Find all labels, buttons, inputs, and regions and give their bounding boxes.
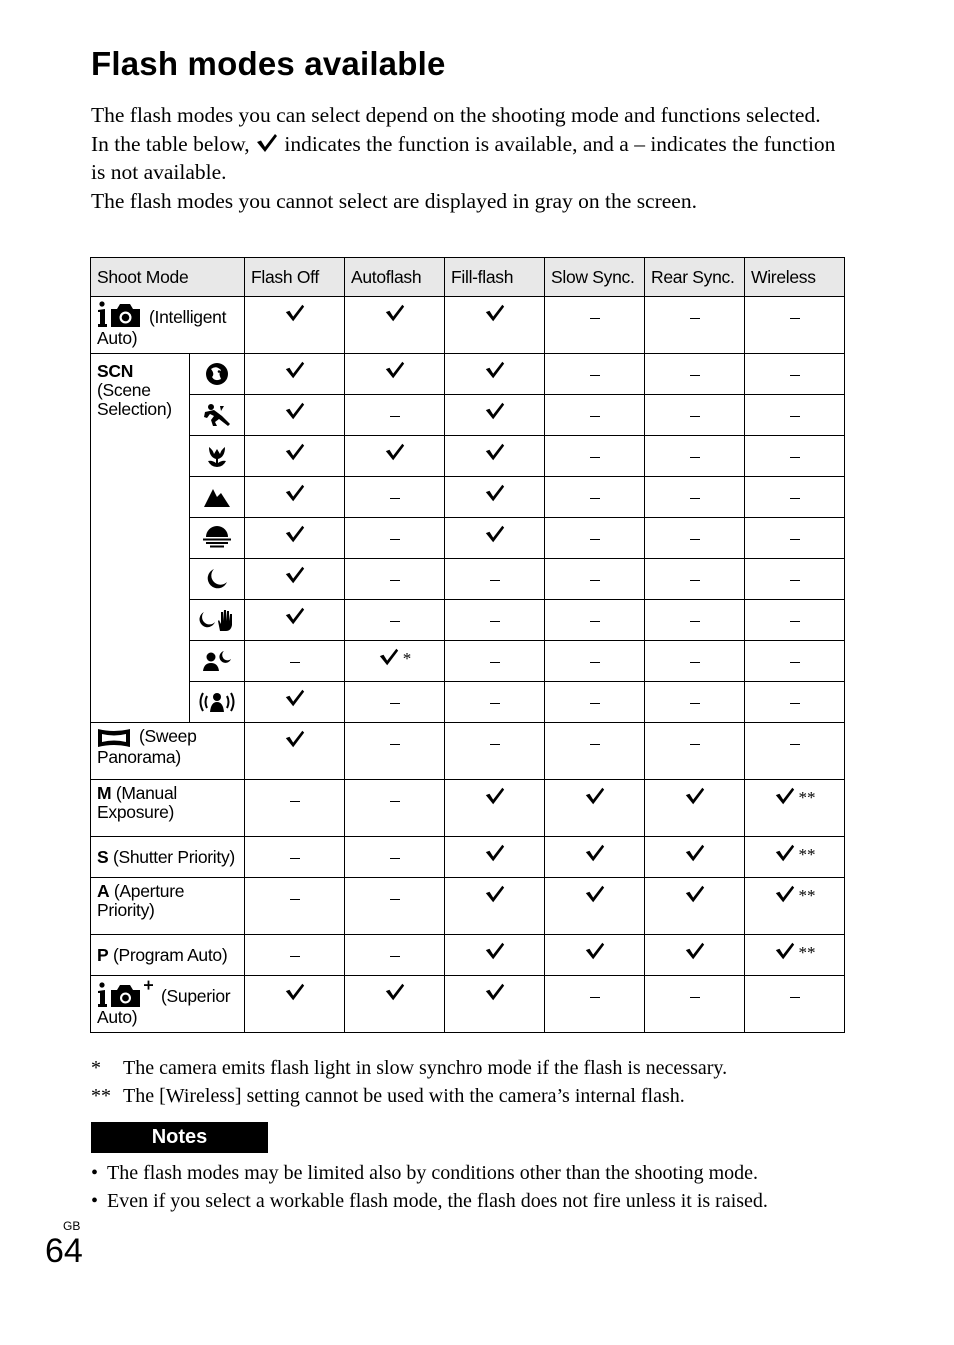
dash-icon [590,703,600,705]
check-icon [484,303,506,323]
check-icon [774,843,796,863]
dash-icon [390,744,400,746]
header-shoot-mode: Shoot Mode [91,258,245,297]
dash-icon [590,580,600,582]
table-cell [745,723,845,780]
dash-icon [790,498,800,500]
table-cell [745,518,845,559]
dash-icon [590,621,600,623]
check-icon [484,941,506,961]
table-cell [245,559,345,600]
sunset-icon [201,526,233,550]
dash-icon [390,498,400,500]
check-icon [384,303,406,323]
dash-icon [390,580,400,582]
table-cell [345,976,445,1033]
check-icon [484,401,506,421]
check-icon [484,483,506,503]
table-cell [445,878,545,935]
table-cell [645,559,745,600]
table-cell [645,436,745,477]
table-cell [645,600,745,641]
check-icon [284,565,306,585]
dash-icon [690,703,700,705]
superior-auto-icon [97,980,153,1008]
table-cell [545,436,645,477]
check-icon [684,786,706,806]
table-row [91,837,845,878]
check-icon [255,133,279,153]
check-icon [384,360,406,380]
night-portrait-icon [201,649,233,673]
table-cell [645,976,745,1033]
dash-icon [790,580,800,582]
check-icon [684,843,706,863]
footnote-mark: ** [798,845,816,864]
table-cell [345,477,445,518]
intro-paragraph-1: The flash modes you can select depend on the shooting mode and functions selected. [91,103,821,127]
table-cell [245,354,345,395]
table-row [91,723,845,780]
footnote-mark: ** [798,943,816,962]
header-slow-sync: Slow Sync. [545,258,645,297]
dash-icon [690,416,700,418]
list-item [91,1187,871,1215]
check-icon [484,442,506,462]
dash-icon [790,621,800,623]
table-cell [745,354,845,395]
sports-action-icon [202,403,232,427]
footnote-mark: * [91,1057,101,1079]
mode-label: (Shutter Priority) [112,846,235,867]
hand-held-twilight-icon [198,607,236,633]
table-cell [745,935,845,976]
dash-icon [790,539,800,541]
table-cell [445,477,545,518]
dash-icon [690,457,700,459]
mode-shutter-priority [91,837,245,878]
dash-icon [690,997,700,999]
check-icon [384,982,406,1002]
dash-icon [390,858,400,860]
check-icon [284,401,306,421]
note-text: Even if you select a workable flash mode, the flash does not fire unless it is raised. [107,1190,768,1212]
table-row [91,878,845,935]
table-row [91,976,845,1033]
table-cell [345,641,445,682]
dash-icon [790,997,800,999]
table-cell [745,297,845,354]
check-icon [484,786,506,806]
dash-icon [390,621,400,623]
table-cell [445,297,545,354]
table-row [91,641,845,682]
table-cell [545,559,645,600]
table-cell [445,641,545,682]
dash-icon [590,662,600,664]
check-icon [584,941,606,961]
dash-icon [790,416,800,418]
note-text: The flash modes may be limited also by conditions other than the shooting mode. [107,1162,758,1184]
scene-icon-cell [190,682,245,723]
scn-abbreviation: SCN [97,361,134,381]
intro-paragraph-2 [91,130,851,187]
intro-paragraph-3: The flash modes you cannot select are displayed in gray on the screen. [91,189,697,214]
table-cell [245,436,345,477]
mode-program-auto [91,935,245,976]
dash-icon [390,899,400,901]
table-cell [445,518,545,559]
table-cell [645,395,745,436]
scene-icon-cell [190,641,245,682]
table-cell [345,436,445,477]
dash-icon [690,318,700,320]
table-cell [445,600,545,641]
dash-icon [590,498,600,500]
check-icon [684,884,706,904]
check-icon [584,843,606,863]
scene-icon-cell [190,395,245,436]
table-row [91,436,845,477]
table-cell [245,878,345,935]
dash-icon [790,662,800,664]
header-autoflash: Autoflash [345,258,445,297]
table-row [91,780,845,837]
dash-icon [690,621,700,623]
table-cell [745,837,845,878]
table-cell [545,976,645,1033]
dash-icon [690,580,700,582]
check-icon [284,729,306,749]
dash-icon [690,375,700,377]
dash-icon [390,539,400,541]
footnote-mark: * [402,649,412,668]
check-icon [774,941,796,961]
footnote [91,1055,871,1083]
check-icon [774,884,796,904]
table-cell [245,780,345,837]
dash-icon [490,580,500,582]
table-cell [245,723,345,780]
table-cell [745,477,845,518]
sweep-panorama-icon [97,728,131,748]
mode-intelligent-auto [91,297,245,354]
intro-paragraph-2-start: In the table below, [91,131,250,156]
table-cell [445,354,545,395]
table-cell [445,395,545,436]
page-number: 64 [45,1232,83,1270]
table-cell [245,837,345,878]
table-header-row [91,258,845,297]
table-row [91,518,845,559]
check-icon [584,786,606,806]
table-cell [545,477,645,518]
dash-icon [290,801,300,803]
intro-text [91,101,851,216]
table-cell [745,641,845,682]
mode-label: (Superior Auto) [97,986,231,1027]
check-icon [484,884,506,904]
table-cell [745,780,845,837]
table-cell [645,477,745,518]
table-cell [345,559,445,600]
table-cell [745,600,845,641]
dash-icon [390,801,400,803]
check-icon [284,483,306,503]
table-cell [445,559,545,600]
mode-letter: S [97,846,109,867]
dash-icon [590,375,600,377]
table-row [91,600,845,641]
table-cell [645,682,745,723]
table-cell [345,935,445,976]
dash-icon [690,662,700,664]
table-cell [745,436,845,477]
table-cell [345,395,445,436]
mode-label: (Sweep Panorama) [97,726,197,767]
mode-label: (Aperture Priority) [97,881,185,920]
check-icon [774,786,796,806]
check-icon [484,360,506,380]
table-cell [345,518,445,559]
table-cell [645,935,745,976]
table-row [91,559,845,600]
header-rear-sync: Rear Sync. [645,258,745,297]
check-icon [284,442,306,462]
night-scene-icon [205,567,229,591]
scene-icon-cell [190,477,245,518]
table-row [91,354,845,395]
table-cell [545,354,645,395]
scene-icon-cell [190,600,245,641]
table-cell [445,780,545,837]
table-cell [545,723,645,780]
table-cell [245,395,345,436]
bullet-icon: • [91,1162,99,1184]
notes-heading: Notes [91,1122,268,1153]
dash-icon [690,498,700,500]
scene-icon-cell [190,559,245,600]
dash-icon [590,457,600,459]
footnote-mark: ** [91,1084,111,1107]
table-cell [545,878,645,935]
check-icon [484,524,506,544]
mode-letter: A [97,881,110,901]
table-cell [245,518,345,559]
table-row [91,477,845,518]
mode-superior-auto [91,976,245,1033]
table-row [91,395,845,436]
table-cell [345,780,445,837]
check-icon [284,688,306,708]
check-icon [484,982,506,1002]
mode-aperture-priority [91,878,245,935]
check-icon [284,982,306,1002]
dash-icon [590,318,600,320]
table-cell [745,559,845,600]
mode-label: (Manual Exposure) [97,783,177,822]
scene-icon-cell [190,518,245,559]
table-cell [545,297,645,354]
mode-letter: M [97,783,112,803]
footnote [91,1083,871,1111]
page-region-label: GB [63,1219,81,1233]
mode-scene-selection [91,354,190,723]
table-cell [345,837,445,878]
scene-icon-cell [190,354,245,395]
footnote-text: The camera emits flash light in slow synchro mode if the flash is necessary. [123,1057,728,1079]
notes-list [91,1159,871,1215]
dash-icon [790,318,800,320]
table-cell [545,682,645,723]
mode-manual-exposure [91,780,245,837]
list-item [91,1159,871,1187]
table-cell [345,723,445,780]
dash-icon [690,539,700,541]
dash-icon [390,416,400,418]
check-icon [684,941,706,961]
check-icon [284,360,306,380]
dash-icon [590,416,600,418]
mode-label: (Program Auto) [112,944,228,965]
table-cell [645,354,745,395]
footnote-mark: ** [798,788,816,807]
table-cell [645,780,745,837]
bullet-icon: • [91,1190,99,1212]
dash-icon [590,997,600,999]
table-cell [445,935,545,976]
mode-label: (Intelligent Auto) [97,307,227,348]
dash-icon [790,744,800,746]
table-cell [545,641,645,682]
table-cell [645,723,745,780]
table-cell [545,600,645,641]
footnote-mark: ** [798,886,816,905]
table-cell [545,935,645,976]
mode-letter: P [97,944,109,965]
table-cell [445,837,545,878]
dash-icon [790,375,800,377]
check-icon [378,647,400,667]
table-cell [245,641,345,682]
table-cell [745,878,845,935]
flash-modes-table [90,257,845,1033]
intro-paragraph-2-end: indicates the function is available, and a – indicates the function is not available. [91,131,836,185]
table-cell [245,976,345,1033]
table-cell [545,780,645,837]
dash-icon [390,956,400,958]
dash-icon [490,703,500,705]
table-cell [645,641,745,682]
table-cell [745,682,845,723]
dash-icon [790,703,800,705]
table-cell [645,837,745,878]
footnote-text: The [Wireless] setting cannot be used with the camera’s internal flash. [123,1084,685,1107]
table-row [91,297,845,354]
dash-icon [290,858,300,860]
macro-icon [205,444,229,468]
header-flash-off: Flash Off [245,258,345,297]
table-cell [745,976,845,1033]
intelligent-auto-icon [97,301,141,329]
dash-icon [590,744,600,746]
table-cell [645,518,745,559]
dash-icon [290,956,300,958]
mode-sweep-panorama [91,723,245,780]
table-cell [345,682,445,723]
table-cell [645,297,745,354]
dash-icon [290,899,300,901]
header-wireless: Wireless [745,258,845,297]
dash-icon [590,539,600,541]
check-icon [284,303,306,323]
check-icon [284,524,306,544]
table-cell [345,354,445,395]
dash-icon [490,744,500,746]
table-cell [445,723,545,780]
table-cell [545,395,645,436]
anti-motion-blur-icon [197,690,237,714]
table-cell [545,837,645,878]
table-row [91,935,845,976]
table-cell [345,878,445,935]
table-cell [245,935,345,976]
dash-icon [490,662,500,664]
landscape-icon [203,486,231,508]
footnotes [91,1055,871,1110]
dash-icon [390,703,400,705]
table-cell [245,682,345,723]
table-cell [445,436,545,477]
header-fill-flash: Fill-flash [445,258,545,297]
page-title: Flash modes available [91,45,446,82]
dash-icon [490,621,500,623]
dash-icon [290,662,300,664]
check-icon [584,884,606,904]
table-cell [445,682,545,723]
portrait-icon [204,362,230,386]
check-icon [384,442,406,462]
table-cell [445,976,545,1033]
check-icon [284,606,306,626]
table-cell [645,878,745,935]
table-row [91,682,845,723]
table-cell [345,600,445,641]
table-cell [245,477,345,518]
table-cell [345,297,445,354]
table-cell [245,600,345,641]
dash-icon [790,457,800,459]
table-cell [545,518,645,559]
check-icon [484,843,506,863]
mode-label: (Scene Selection) [97,380,172,419]
scene-icon-cell [190,436,245,477]
dash-icon [690,744,700,746]
table-cell [245,297,345,354]
table-cell [745,395,845,436]
